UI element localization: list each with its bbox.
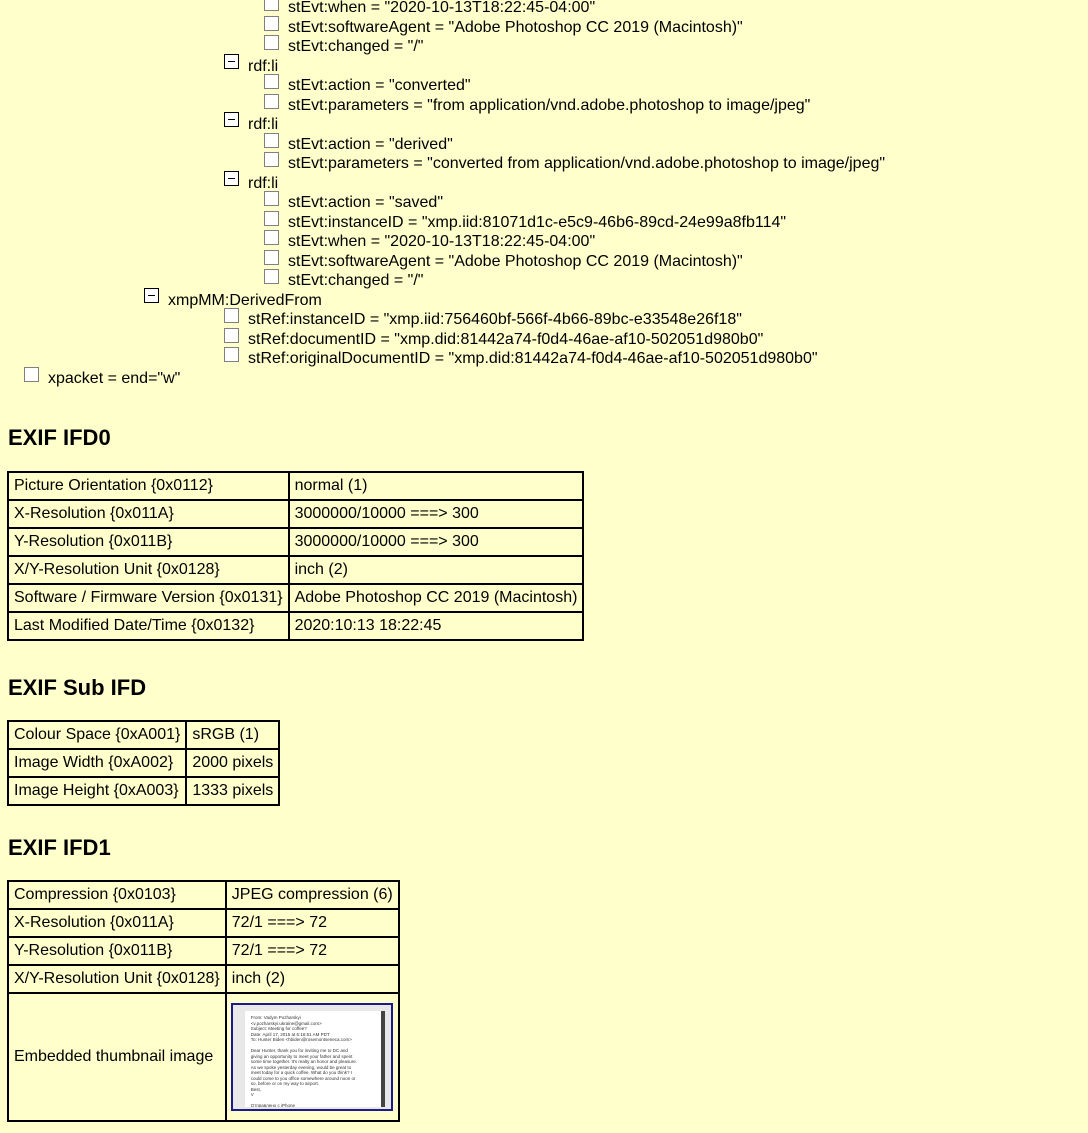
tree-text: stEvt:action = "saved" <box>288 194 443 211</box>
tree-text: stEvt:softwareAgent = "Adobe Photoshop CC 2019 (Macintosh)" <box>288 252 743 270</box>
exif-ifd0-table <box>7 471 584 641</box>
tag-value-cell: 72/1 ===> 72 <box>226 909 399 937</box>
thumbnail-text-line: <v.pozharskyi.ukraine@gmail.com> <box>250 1020 322 1026</box>
thumbnail-document <box>245 1011 385 1107</box>
leaf-checkbox-icon <box>264 0 279 11</box>
section-title-subifd: EXIF Sub IFD <box>8 675 147 700</box>
tree-text: stEvt:parameters = "from application/vnd.adobe.photoshop to image/jpeg" <box>288 96 811 114</box>
tag-name-cell: Y-Resolution {0x011B} <box>8 528 289 556</box>
tag-name-cell: X-Resolution {0x011A} <box>8 909 226 937</box>
tag-value-cell: JPEG compression (6) <box>226 881 399 909</box>
leaf-checkbox-icon <box>264 230 279 245</box>
leaf-checkbox-icon <box>264 74 279 89</box>
thumbnail-text-line: To: Hunter Biden <hbiden@rosemontseneca.com> <box>250 1037 352 1042</box>
section-title-ifd1: EXIF IFD1 <box>8 835 111 860</box>
tag-value-cell: 2000 pixels <box>186 749 279 777</box>
table-row <box>8 993 399 1121</box>
tree-text: xmpMM:DerivedFrom <box>168 291 322 309</box>
leaf-checkbox-icon <box>264 152 279 167</box>
tree-text: stRef:documentID = "xmp.did:81442a74-f0d4-46ae-af10-502051d980b0" <box>248 330 764 348</box>
table-row <box>8 584 583 612</box>
tree-text: stEvt:when = "2020-10-13T18:22:45-04:00" <box>288 0 596 16</box>
thumbnail-text-line: some time together. It's realty an honor and pleasure. <box>250 1059 357 1064</box>
tree-text: stEvt:softwareAgent = "Adobe Photoshop CC 2019 (Macintosh)" <box>288 18 743 36</box>
leaf-checkbox-icon <box>264 269 279 284</box>
table-row <box>8 937 399 965</box>
exif-subifd-table <box>7 720 280 806</box>
tag-name-cell: X-Resolution {0x011A} <box>8 500 289 528</box>
tag-value-cell: 72/1 ===> 72 <box>226 937 399 965</box>
tree-text: rdf:li <box>248 57 279 75</box>
tree-text: stEvt:instanceID = "xmp.iid:81071d1c-e5c9-46b6-89cd-24e99a8fb114" <box>288 213 787 231</box>
thumbnail-text-line: meet today for a quick coffee. What do you think? I <box>250 1070 353 1075</box>
thumbnail-text-line: Dear Hunter, thank you for inviting me to DC and <box>250 1048 348 1053</box>
thumbnail-text-line: From: Vadym Pozharskyi <box>250 1015 301 1020</box>
leaf-checkbox-icon <box>224 347 239 362</box>
collapse-icon[interactable] <box>224 171 239 186</box>
tree-text: stRef:instanceID = "xmp.iid:756460bf-566f-4b66-89bc-e33548e26f18" <box>248 311 742 328</box>
collapse-icon[interactable] <box>144 288 159 303</box>
tree-text: stEvt:changed = "/" <box>288 38 424 55</box>
leaf-checkbox-icon <box>264 211 279 226</box>
table-row <box>8 472 583 500</box>
tag-name-cell: Embedded thumbnail image <box>8 993 226 1121</box>
thumbnail-text-line: Отправлено с iPhone <box>250 1103 295 1107</box>
collapse-icon[interactable] <box>224 54 239 69</box>
tree-text: stEvt:when = "2020-10-13T18:22:45-04:00" <box>288 233 596 250</box>
tag-name-cell: Image Width {0xA002} <box>8 749 186 777</box>
leaf-checkbox-icon <box>224 308 239 323</box>
tag-name-cell: Compression {0x0103} <box>8 881 226 909</box>
tag-name-cell: Software / Firmware Version {0x0131} <box>8 584 289 612</box>
tag-value-cell: sRGB (1) <box>186 721 279 749</box>
tag-value-cell: inch (2) <box>226 965 399 993</box>
leaf-checkbox-icon <box>264 250 279 265</box>
tree-text: rdf:li <box>248 174 279 192</box>
tree-text: xpacket = end="w" <box>48 369 181 387</box>
tag-value-cell: Adobe Photoshop CC 2019 (Macintosh) <box>289 584 584 612</box>
thumbnail-text-line: could come to you office somewhere around noon or <box>250 1075 356 1081</box>
table-row <box>8 612 583 640</box>
table-row <box>8 749 279 777</box>
table-row <box>8 909 399 937</box>
tag-name-cell: Last Modified Date/Time {0x0132} <box>8 612 289 640</box>
tree-text: stEvt:changed = "/" <box>288 272 424 289</box>
table-row <box>8 721 279 749</box>
leaf-checkbox-icon <box>264 35 279 50</box>
tag-name-cell: Picture Orientation {0x0112} <box>8 472 289 500</box>
table-row <box>8 528 583 556</box>
leaf-checkbox-icon <box>224 328 239 343</box>
thumbnail-text-line: Best, <box>250 1086 262 1092</box>
tree-text: stRef:originalDocumentID = "xmp.did:81442a74-f0d4-46ae-af10-502051d980b0" <box>248 350 818 367</box>
tree-text: stEvt:parameters = "converted from application/vnd.adobe.photoshop to image/jpeg" <box>288 155 886 172</box>
thumbnail-text-line: Subject: Meeting for coffee? <box>250 1026 307 1031</box>
leaf-checkbox-icon <box>24 367 39 382</box>
thumbnail-text-line: giving an opportunity to meet your father and spent <box>250 1053 353 1059</box>
table-row <box>8 500 583 528</box>
exif-ifd1-table <box>7 880 400 1122</box>
tag-value-cell: 1333 pixels <box>186 777 279 805</box>
thumbnail-text-line: so, before or on my way to airport. <box>250 1081 320 1086</box>
embedded-thumbnail-image <box>231 1003 393 1111</box>
thumbnail-cell <box>226 993 399 1121</box>
tree-text: rdf:li <box>248 116 279 133</box>
section-title-ifd0: EXIF IFD0 <box>8 425 111 450</box>
leaf-checkbox-icon <box>264 191 279 206</box>
table-row <box>8 777 279 805</box>
tag-value-cell: 3000000/10000 ===> 300 <box>289 500 584 528</box>
thumbnail-text-line: As we spoke yesterday evening, would be great to <box>250 1064 352 1070</box>
tag-value-cell: inch (2) <box>289 556 584 584</box>
table-row <box>8 881 399 909</box>
tag-name-cell: Image Height {0xA003} <box>8 777 186 805</box>
thumbnail-text-line: Date: April 17, 2015 at 6:16:51 AM PDT <box>250 1031 330 1037</box>
leaf-checkbox-icon <box>264 94 279 109</box>
thumbnail-text-line: V <box>250 1092 254 1097</box>
collapse-icon[interactable] <box>224 112 239 127</box>
tag-name-cell: Colour Space {0xA001} <box>8 721 186 749</box>
tree-text: stEvt:action = "converted" <box>288 77 471 94</box>
tag-name-cell: X/Y-Resolution Unit {0x0128} <box>8 556 289 584</box>
table-row <box>8 965 399 993</box>
tag-name-cell: X/Y-Resolution Unit {0x0128} <box>8 965 226 993</box>
tree-text: stEvt:action = "derived" <box>288 135 453 153</box>
tag-value-cell: normal (1) <box>289 472 584 500</box>
table-row <box>8 556 583 584</box>
leaf-checkbox-icon <box>264 133 279 148</box>
leaf-checkbox-icon <box>264 16 279 31</box>
tag-value-cell: 3000000/10000 ===> 300 <box>289 528 584 556</box>
tag-name-cell: Y-Resolution {0x011B} <box>8 937 226 965</box>
tag-value-cell: 2020:10:13 18:22:45 <box>289 612 584 640</box>
